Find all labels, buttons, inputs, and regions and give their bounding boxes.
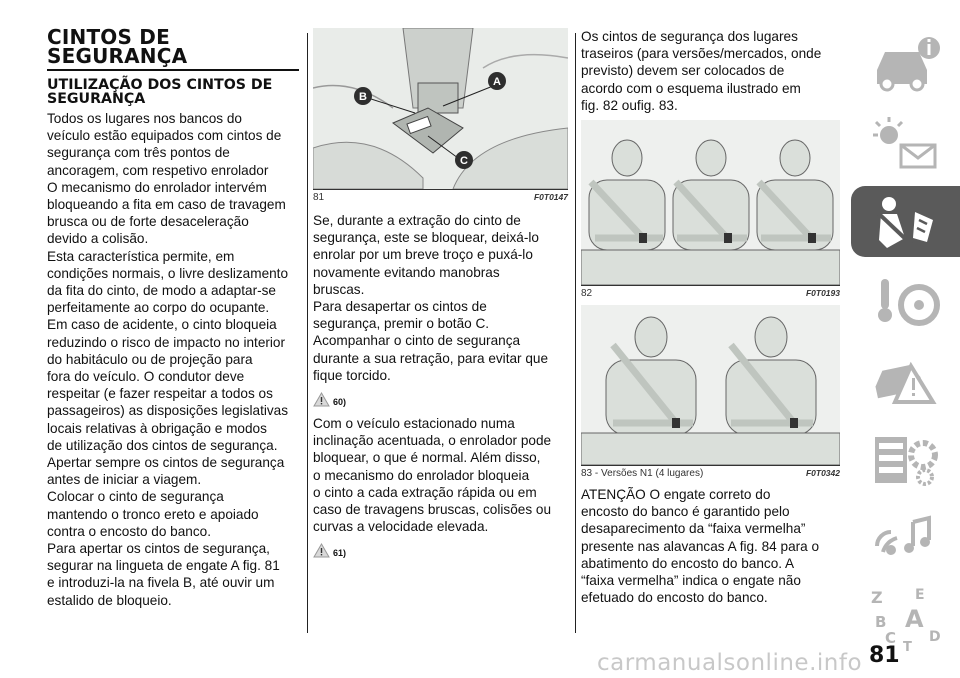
index-letter: Z: [871, 588, 883, 607]
index-letter: C: [885, 629, 897, 647]
label-a: A: [493, 76, 501, 88]
column-divider: [575, 33, 576, 633]
column-left: [47, 25, 299, 609]
warning-ref-60[interactable]: [313, 392, 568, 407]
tab-index[interactable]: [851, 581, 960, 652]
column-middle: [313, 28, 568, 566]
figure-code: F0T0147: [533, 192, 568, 202]
tab-emergency[interactable]: [851, 344, 960, 415]
figure-83-caption: [581, 468, 840, 479]
index-letter: A: [905, 605, 924, 633]
label-b: B: [359, 91, 367, 103]
warning-number: 61): [333, 548, 347, 559]
watermark: carmanualsonline.info: [597, 650, 863, 676]
section-subtitle: UTILIZAÇÃO DOS CINTOS DE SEGURANÇA: [47, 77, 273, 107]
figure-number: 83 - Versões N1 (4 lugares): [581, 468, 704, 480]
page-number: 81: [869, 643, 900, 668]
rear-seatbelts-three-seats-illustration: [581, 120, 840, 285]
index-letter: T: [903, 640, 912, 651]
column-divider: [307, 33, 308, 633]
warning-triangle-icon: [313, 392, 330, 407]
label-c: C: [460, 155, 468, 167]
dashboard-lights-icon: [867, 111, 947, 175]
warning-triangle-icon: [313, 543, 330, 558]
index-letter: B: [875, 613, 887, 631]
column-right: [581, 28, 840, 606]
chapter-sidebar: [851, 28, 960, 660]
tab-starting-driving[interactable]: [851, 265, 960, 336]
body-text: Com o veículo estacionado numa inclinação acentuada, o enrolador pode bloquear, o que é normal. Além disso, o mecanismo do enrolador bloqueia o cinto a cada extração rápida ou em caso de travagens bruscas, colisões ou curvas a velocidade elevada.: [313, 416, 552, 535]
seatbelt-buckle-illustration: [313, 28, 568, 189]
figure-81-caption: [313, 192, 568, 203]
body-text: Os cintos de segurança dos lugares traseiros (para versões/mercados, onde previsto) devem ser colocados de acordo com o esquema ilustrado em fig. 82 oufig. 83.: [581, 29, 822, 113]
rear-seatbelts-two-seats-illustration: [581, 305, 840, 465]
index-icon: [867, 585, 947, 651]
figure-81-seatbelt-buckle: [313, 28, 568, 190]
figure-83-rear-seats-n1: [581, 305, 840, 466]
safety-icon: [867, 190, 947, 254]
figure-82-caption: [581, 288, 840, 299]
warning-number: 60): [333, 397, 347, 408]
figure-number: 82: [581, 288, 593, 300]
tab-safety[interactable]: [851, 186, 960, 257]
starting-driving-icon: [867, 269, 947, 333]
tab-maintenance[interactable]: [851, 423, 960, 494]
maintenance-icon: [867, 427, 947, 491]
body-text: ATENÇÃO O engate correto do encosto do banco é garantido pelo desaparecimento da “faixa vermelha” presente nas alavancas A fig. 84 para o abatimento do encosto do banco. A “faixa vermelha” indica o engate não efetuado do encosto do banco.: [581, 487, 820, 606]
figure-number: 81: [313, 192, 325, 203]
tab-dashboard-lights[interactable]: [851, 107, 960, 178]
body-text: Se, durante a extração do cinto de segurança, este se bloquear, deixá-lo enrolar por um breve troço e puxá-lo novamente evitando manobras bruscas. Para desapertar os cintos de segurança, premir o botão C. Acompanhar o cinto de segurança durante a sua retração, para evitar que fique torcido.: [313, 213, 549, 383]
tab-car-info[interactable]: [851, 28, 960, 99]
index-letter: D: [929, 629, 941, 645]
title-rule: [47, 69, 299, 71]
figure-code: F0T0193: [805, 288, 840, 299]
section-title: CINTOS DE SEGURANÇA: [47, 25, 188, 68]
warning-ref-61[interactable]: [313, 543, 568, 558]
figure-code: F0T0342: [805, 468, 840, 479]
multimedia-icon: [867, 506, 947, 570]
body-text: Todos os lugares nos bancos do veículo estão equipados com cintos de segurança com três pontos de ancoragem, com respetivo enrolador O mecanismo do enrolador intervém bloqueando a fita em caso de travagem brusca ou de forte desaceleração devido a colisão. Esta característica permite, em condições normais, o livre deslizamento da fita do cinto, de modo a adaptar-se perfeitamente ao corpo do ocupante. Em caso de acidente, o cinto bloqueia reduzindo o risco de impacto no interior do habitáculo ou de projeção para fora do veículo. O condutor deve respeitar (e fazer respeitar a todos os passageiros) as disposições legislativas locais relativas à obrigação e modos de utilização dos cintos de segurança. Apertar sempre os cintos de segurança antes de iniciar a viagem. Colocar o cinto de segurança mantendo o tronco ereto e apoiado contra o encosto do banco. Para apertar os cintos de segurança, segurar na lingueta de engate A fig. 81 e introduzi-la na fivela B, até ouvir um estalido de bloqueio.: [47, 111, 289, 608]
figure-82-rear-seats: [581, 120, 840, 286]
car-info-icon: [867, 32, 947, 96]
index-letter: E: [915, 587, 925, 603]
tab-multimedia[interactable]: [851, 502, 960, 573]
emergency-icon: [867, 348, 947, 412]
